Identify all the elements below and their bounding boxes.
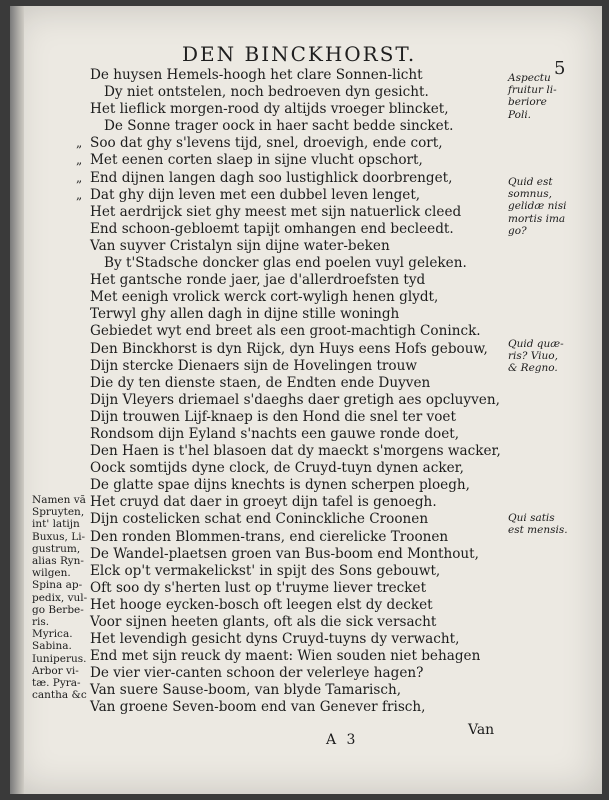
left-note-line: cantha &c: [32, 689, 87, 702]
left-note-line: Myrica.: [32, 628, 73, 641]
poem-line-text: Dy niet ontstelen, noch bedroeven dyn gesicht.: [104, 84, 429, 101]
marginal-note-line: mortis ima: [508, 212, 566, 225]
poem-line: [90, 563, 510, 580]
poem-line: [90, 460, 510, 477]
poem-line-text: Het levendigh gesicht dyns Cruyd-tuyns dy verwacht,: [90, 631, 460, 648]
left-margin-note: [32, 494, 87, 701]
poem-line-text: Terwyl ghy allen dagh in dijne stille woningh: [90, 306, 400, 323]
poem-line-text: Soo dat ghy s'levens tijd, snel, droevigh, ende cort,: [90, 135, 443, 152]
poem-line: [90, 306, 510, 323]
poem-line-text: De glatte spae dijns knechts is dynen scherpen ploegh,: [90, 477, 471, 494]
poem-line: [90, 118, 510, 135]
poem-line-text: Van groene Seven-boom end van Genever frisch,: [90, 699, 426, 716]
poem-line-text: De Sonne trager oock in haer sacht bedde sincket.: [104, 118, 454, 135]
poem-line-text: Elck op't vermakelickst' in spijt des Sons gebouwt,: [90, 562, 441, 579]
poem-line-text: Het cruyd dat daer in groeyt dijn tafel is genoegh.: [90, 494, 437, 511]
poem-line: [90, 597, 510, 614]
poem-line-text: End schoon-gebloemt tapijt omhangen end becleedt.: [90, 220, 454, 237]
poem-line-text: Dat ghy dijn leven met een dubbel leven lenget,: [90, 186, 421, 203]
left-note-line: wilgen.: [32, 567, 71, 580]
poem-line-text: Met eenen corten slaep in sijne vlucht opschort,: [90, 152, 423, 169]
poem-line-text: Den Binckhorst is dyn Rijck, dyn Huys eens Hofs gebouw,: [90, 340, 488, 357]
poem-line: [90, 204, 510, 221]
left-note-line: Spina ap-: [32, 579, 83, 592]
poem-line: [90, 323, 510, 340]
marginal-note-line: Quid quæ-: [508, 338, 564, 350]
poem-text: [76, 67, 510, 717]
poem-line: [90, 614, 510, 631]
left-note-line: tæ. Pyra-: [32, 677, 81, 690]
quote-mark: „: [76, 153, 83, 168]
marginal-note-line: Quid est: [508, 176, 553, 188]
poem-line-text: End met sijn reuck dy maent: Wien souden niet behagen: [90, 648, 481, 665]
poem-line-text: Gebiedet wyt end breet als een groot-machtigh Coninck.: [90, 323, 481, 340]
marginal-note-3: [508, 338, 564, 375]
poem-line: [90, 67, 510, 84]
poem-line-text: Van suere Sause-boom, van blyde Tamarisch,: [90, 682, 402, 699]
poem-line-text: End dijnen langen dagh soo lustighlick doorbrenget,: [90, 169, 453, 186]
marginal-note-line: fruitur li-: [508, 84, 557, 97]
poem-line: [90, 648, 510, 665]
quote-mark: „: [76, 170, 83, 185]
left-note-line: pedix, vul-: [32, 591, 88, 604]
poem-line: [90, 221, 510, 238]
poem-line: [90, 426, 510, 443]
poem-line: [90, 511, 510, 528]
poem-line: [90, 341, 510, 358]
poem-line: [90, 272, 510, 289]
poem-line-text: Dijn trouwen Lijf-knaep is den Hond die snel ter voet: [90, 408, 456, 425]
marginal-note-line: Qui satis: [508, 512, 555, 524]
poem-line: [90, 84, 510, 101]
poem-line-text: Het hooge eycken-bosch oft leegen elst dy decket: [90, 596, 433, 613]
left-note-line: Arbor vi-: [32, 664, 79, 677]
poem-line-text: Den ronden Blommen-trans, end cierelicke Troonen: [90, 528, 449, 545]
left-note-line: Iuniperus.: [32, 652, 87, 665]
poem-line-text: Dijn costelicken schat end Coninckliche Croonen: [90, 511, 429, 528]
poem-line-text: De huysen Hemels-hoogh het clare Sonnen-licht: [90, 67, 423, 83]
left-note-line: Spruyten,: [32, 506, 85, 519]
marginal-note-line: somnus,: [508, 188, 552, 201]
left-note-line: go Berbe-: [32, 603, 84, 616]
quote-mark: „: [76, 187, 83, 202]
poem-line: [76, 186, 510, 204]
marginal-note-4: [508, 512, 568, 536]
marginal-note-line: est mensis.: [508, 524, 568, 537]
poem-line-text: Het gantsche ronde jaer, jae d'allerdroefsten tyd: [90, 272, 426, 289]
poem-line-text: Oft soo dy s'herten lust op t'ruyme liever trecket: [90, 579, 427, 596]
marginal-note-2: [508, 176, 566, 237]
running-title: DEN BINCKHORST.: [182, 42, 417, 66]
left-note-line: int' latijn: [32, 518, 80, 531]
poem-line: [76, 152, 510, 169]
catchword: Van: [468, 722, 495, 738]
poem-line: [90, 289, 510, 306]
marginal-note-line: beriore: [508, 96, 547, 109]
poem-line: [90, 546, 510, 563]
poem-line-text: Dijn Vleyers driemael s'daeghs daer gretigh aes opcluyven,: [90, 391, 500, 408]
poem-line-text: Oock somtijds dyne clock, de Cruyd-tuyn dynen acker,: [90, 460, 464, 477]
poem-line: [90, 358, 510, 375]
page-gutter: [10, 6, 24, 794]
poem-line-text: Het aerdrijck siet ghy meest met sijn natuerlick cleed: [90, 203, 462, 220]
left-note-line: gustrum,: [32, 542, 81, 555]
poem-line-text: Rondsom dijn Eyland s'nachts een gauwe ronde doet,: [90, 425, 460, 442]
poem-line: [90, 375, 510, 392]
poem-line: [90, 631, 510, 648]
poem-line-text: Dijn stercke Dienaers sijn de Hovelingen trouw: [90, 357, 417, 374]
left-note-line: Namen vã: [32, 494, 86, 506]
poem-line-text: De vier vier-canten schoon der velerleye hagen?: [90, 665, 424, 682]
poem-line: [90, 665, 510, 682]
left-note-line: Sabina.: [32, 640, 72, 653]
poem-line: [76, 169, 510, 187]
poem-line: [90, 580, 510, 597]
marginal-note-line: gelidæ nisi: [508, 200, 567, 213]
poem-line: [90, 682, 510, 699]
poem-line: [90, 101, 510, 118]
left-note-line: Buxus, Li-: [32, 530, 86, 543]
poem-line: [90, 443, 510, 460]
signature-mark: A 3: [326, 732, 359, 748]
poem-line-text: Voor sijnen heeten glants, oft als die sick versacht: [90, 614, 437, 630]
marginal-note-line: & Regno.: [508, 362, 558, 375]
poem-line-text: Die dy ten dienste staen, de Endten ende Duyven: [90, 374, 431, 391]
marginal-note-line: go?: [508, 224, 527, 237]
poem-line-text: By t'Stadsche doncker glas end poelen vuyl geleken.: [104, 255, 467, 272]
poem-line: [90, 529, 510, 546]
poem-line: [90, 238, 510, 255]
poem-line: [90, 494, 510, 511]
left-note-line: ris.: [32, 616, 50, 629]
marginal-note-1: [508, 72, 557, 121]
poem-line-text: Met eenigh vrolick werck cort-wyligh henen glydt,: [90, 289, 439, 306]
poem-line: [90, 477, 510, 494]
quote-mark: „: [76, 136, 83, 151]
poem-line: [90, 255, 510, 272]
poem-line-text: De Wandel-plaetsen groen van Bus-boom end Monthout,: [90, 545, 479, 562]
page-number: 5: [554, 58, 566, 79]
poem-line-text: Den Haen is t'hel blasoen dat dy maeckt s'morgens wacker,: [90, 443, 501, 460]
poem-line: [90, 699, 510, 716]
book-page: [10, 6, 602, 794]
poem-line-text: Het lieflick morgen-rood dy altijds vroeger blincket,: [90, 101, 449, 118]
marginal-note-line: Aspectu: [508, 72, 551, 84]
marginal-note-line: Poli.: [508, 108, 532, 121]
marginal-note-line: ris? Viuo,: [508, 350, 558, 363]
poem-line-text: Van suyver Cristalyn sijn dijne water-beken: [90, 237, 390, 254]
poem-line: [90, 409, 510, 426]
poem-line: [90, 392, 510, 409]
poem-line: [76, 135, 510, 152]
left-note-line: alias Ryn-: [32, 555, 84, 568]
